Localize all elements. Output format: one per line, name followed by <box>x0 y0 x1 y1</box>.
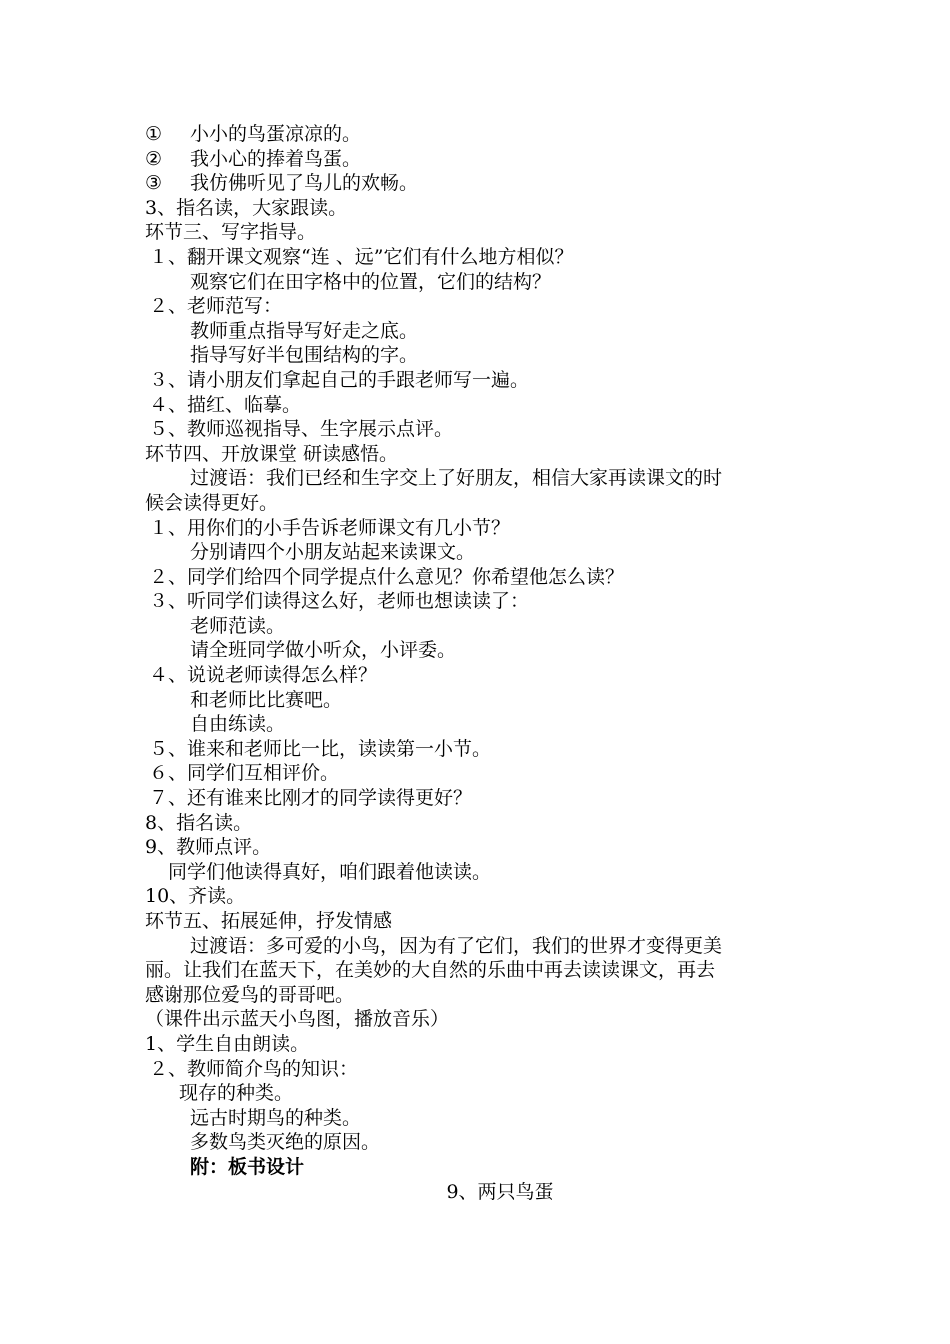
paragraph-line: 现存的种类。 <box>179 1082 294 1105</box>
paragraph-line: 过渡语：我们已经和生字交上了好朋友，相信大家再读课文的时 <box>190 467 723 490</box>
paragraph-line: ７、还有谁来比刚才的同学读得更好？ <box>149 787 473 810</box>
document-body <box>145 122 815 1204</box>
paragraph-line: 远古时期鸟的种类。 <box>190 1106 362 1129</box>
paragraph-line: 和老师比比赛吧。 <box>190 688 343 711</box>
paragraph-line: ２、教师简介鸟的知识： <box>149 1057 359 1080</box>
paragraph-line: ５、谁来和老师比一比，读读第一小节。 <box>149 737 492 760</box>
paragraph-line: 感谢那位爱鸟的哥哥吧。 <box>145 983 355 1006</box>
section-heading: 环节五、拓展延伸，抒发情感 <box>145 910 393 932</box>
paragraph-line: 指导写好半包围结构的字。 <box>190 344 419 367</box>
list-item: ③ 我仿佛听见了鸟儿的欢畅。 <box>145 172 419 195</box>
paragraph-line: ４、说说老师读得怎么样？ <box>149 664 378 687</box>
section-heading: 环节三、写字指导。 <box>145 221 317 244</box>
paragraph-line: 3、指名读，大家跟读。 <box>145 196 348 219</box>
section-heading: 环节四、开放课堂 研读感悟。 <box>145 442 399 465</box>
paragraph-line: 教师重点指导写好走之底。 <box>190 319 419 342</box>
paragraph-line: 9、教师点评。 <box>145 836 272 859</box>
paragraph-line: 同学们他读得真好，咱们跟着他读读。 <box>168 860 492 883</box>
paragraph-line: ３、请小朋友们拿起自己的手跟老师写一遍。 <box>149 368 530 391</box>
paragraph-line: 丽。让我们在蓝天下，在美妙的大自然的乐曲中再去读读课文，再去 <box>145 959 716 982</box>
paragraph-line: ２、老师范写： <box>149 295 283 318</box>
board-design-heading: 附：板书设计 <box>190 1155 305 1178</box>
circled-number: ③ <box>145 172 163 195</box>
paragraph-line: ３、听同学们读得这么好，老师也想读读了： <box>149 590 530 613</box>
paragraph-line: 分别请四个小朋友站起来读课文。 <box>190 541 476 564</box>
paragraph-line: ２、同学们给四个同学提点什么意见？你希望他怎么读？ <box>149 565 625 588</box>
paragraph-line: １、翻开课文观察“连 、远”它们有什么地方相似？ <box>149 245 574 268</box>
paragraph-line: ６、同学们互相评价。 <box>149 762 340 785</box>
paragraph-line: ５、教师巡视指导、生字展示点评。 <box>149 418 454 441</box>
paragraph-line: 1、学生自由朗读。 <box>145 1032 310 1055</box>
circled-number: ① <box>145 123 163 145</box>
paragraph-line: 多数鸟类灭绝的原因。 <box>190 1131 381 1154</box>
paragraph-line: 10、齐读。 <box>145 885 246 908</box>
list-item: ② 我小心的捧着鸟蛋。 <box>145 147 362 170</box>
paragraph-line: 观察它们在田字格中的位置，它们的结构？ <box>190 270 552 293</box>
paragraph-line: １、用你们的小手告诉老师课文有几小节？ <box>149 516 511 539</box>
paragraph-line: 老师范读。 <box>190 614 286 637</box>
circled-number: ② <box>145 147 163 170</box>
list-item: ① 小小的鸟蛋凉凉的。 <box>145 123 362 145</box>
paragraph-line: 8、指名读。 <box>145 811 253 834</box>
paragraph-line: 自由练读。 <box>190 713 286 736</box>
paragraph-line: 候会读得更好。 <box>145 491 279 514</box>
paragraph-line: 过渡语：多可爱的小鸟，因为有了它们，我们的世界才变得更美 <box>190 934 723 957</box>
paragraph-line: （课件出示蓝天小鸟图，播放音乐） <box>145 1008 450 1031</box>
paragraph-line: 请全班同学做小听众，小评委。 <box>190 639 457 662</box>
paragraph-line: ４、描红、临摹。 <box>149 393 302 416</box>
board-design-title: 9、两只鸟蛋 <box>446 1180 554 1203</box>
